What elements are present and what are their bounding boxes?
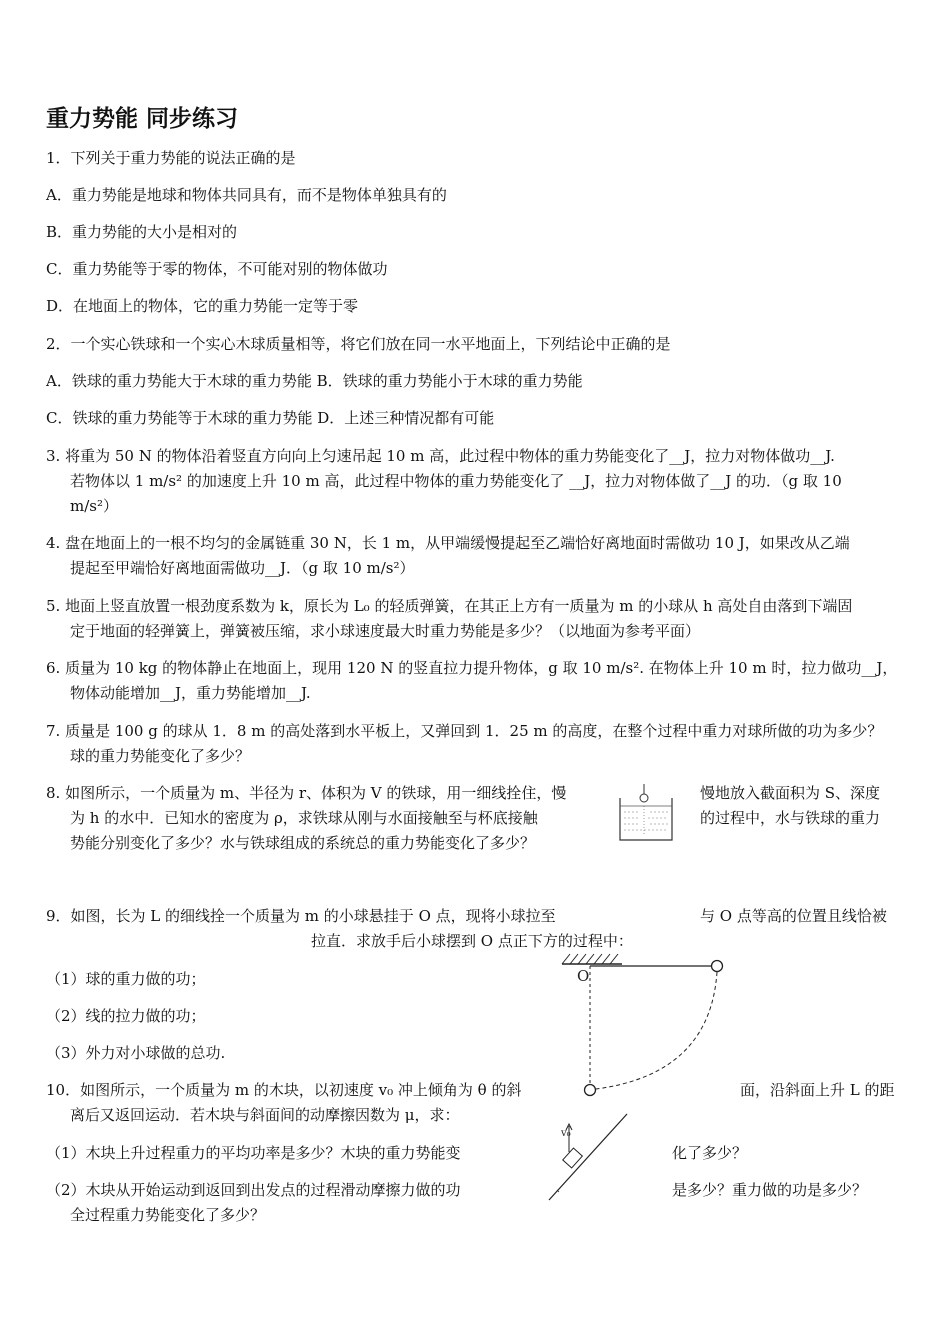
q9-line-1b: 与 O 点等高的位置且线恰被 xyxy=(700,907,887,925)
pendulum-figure xyxy=(560,952,730,1098)
q6-line-2: 物体动能增加__J，重力势能增加__J. xyxy=(70,684,311,702)
q9-line-1a: 9．如图，长为 L 的细线拴一个质量为 m 的小球悬挂于 O 点，现将小球拉至 xyxy=(46,907,556,925)
q8-line-1a: 8. 如图所示，一个质量为 m、半径为 r、体积为 V 的铁球，用一细线拴住，慢 xyxy=(46,784,567,802)
q2-options-ab: A．铁球的重力势能大于木球的重力势能 B．铁球的重力势能小于木球的重力势能 xyxy=(46,372,583,390)
q6-line-1: 6. 质量为 10 kg 的物体静止在地面上，现用 120 N 的竖直拉力提升物体，g 取 10 m/s². 在物体上升 10 m 时，拉力做功__J， xyxy=(46,659,898,677)
q7-line-1: 7. 质量是 100 g 的球从 1．8 m 的高处落到水平板上，又弹回到 1．25 m 的高度，在整个过程中重力对球所做的功为多少？ xyxy=(46,722,883,740)
q10-part-3: 全过程重力势能变化了多少？ xyxy=(70,1206,266,1224)
q10-part-1b: 化了多少？ xyxy=(672,1144,748,1162)
q8-line-3: 势能分别变化了多少？水与铁球组成的系统总的重力势能变化了多少？ xyxy=(70,834,536,852)
q10-line-2: 离后又返回运动．若木块与斜面间的动摩擦因数为 μ，求： xyxy=(70,1106,460,1124)
q4-line-2: 提起至甲端恰好离地面需做功__J．（g 取 10 m/s²） xyxy=(70,559,415,577)
pendulum-pivot-label: O xyxy=(577,967,590,985)
beaker-figure xyxy=(614,784,678,844)
velocity-label: v₀ xyxy=(561,1128,571,1139)
q9-line-2: 拉直．求放手后小球摆到 O 点正下方的过程中： xyxy=(311,932,633,950)
q8-line-2a: 为 h 的水中．已知水的密度为 ρ，求铁球从刚与水面接触至与杯底接触 xyxy=(70,809,538,827)
q3-line-1: 3. 将重为 50 N 的物体沿着竖直方向向上匀速吊起 10 m 高，此过程中物体的重力势能变化了__J，拉力对物体做功__J. xyxy=(46,447,835,465)
q10-line-1a: 10．如图所示，一个质量为 m 的木块，以初速度 v₀ 冲上倾角为 θ 的斜 xyxy=(46,1081,522,1099)
q1-option-b: B．重力势能的大小是相对的 xyxy=(46,223,238,241)
q2-stem: 2．一个实心铁球和一个实心木球质量相等，将它们放在同一水平地面上，下列结论中正确的是 xyxy=(46,335,671,353)
q9-part-2: （2）线的拉力做的功； xyxy=(46,1007,206,1025)
q8-line-1b: 慢地放入截面积为 S、深度 xyxy=(700,784,881,802)
incline-figure xyxy=(545,1112,635,1204)
q9-part-1: （1）球的重力做的功； xyxy=(46,970,206,988)
q10-part-1a: （1）木块上升过程重力的平均功率是多少？木块的重力势能变 xyxy=(46,1144,461,1162)
q1-option-a: A．重力势能是地球和物体共同具有，而不是物体单独具有的 xyxy=(46,186,447,204)
q10-line-1b: 面，沿斜面上升 L 的距 xyxy=(740,1081,895,1099)
q10-part-2b: 是多少？重力做的功是多少？ xyxy=(672,1181,868,1199)
q2-options-cd: C．铁球的重力势能等于木球的重力势能 D．上述三种情况都有可能 xyxy=(46,409,495,427)
q4-line-1: 4. 盘在地面上的一根不均匀的金属链重 30 N，长 1 m，从甲端缓慢提起至乙端恰好离地面时需做功 10 J，如果改从乙端 xyxy=(46,534,850,552)
q7-line-2: 球的重力势能变化了多少？ xyxy=(70,747,251,765)
q3-line-2: 若物体以 1 m/s² 的加速度上升 10 m 高，此过程中物体的重力势能变化了 __J，拉力对物体做了__J 的功．（g 取 10 xyxy=(70,472,842,490)
q5-line-1: 5. 地面上竖直放置一根劲度系数为 k，原长为 L₀ 的轻质弹簧，在其正上方有一质量为 m 的小球从 h 高处自由落到下端固 xyxy=(46,597,853,615)
q1-option-c: C．重力势能等于零的物体，不可能对别的物体做功 xyxy=(46,260,388,278)
q5-line-2: 定于地面的轻弹簧上，弹簧被压缩，求小球速度最大时重力势能是多少？（以地面为参考平面） xyxy=(70,622,701,640)
q9-part-3: （3）外力对小球做的总功. xyxy=(46,1044,226,1062)
q1-option-d: D．在地面上的物体，它的重力势能一定等于零 xyxy=(46,297,359,315)
q1-stem: 1．下列关于重力势能的说法正确的是 xyxy=(46,149,296,167)
q3-line-3: m/s²） xyxy=(70,497,118,515)
page-title: 重力势能 同步练习 xyxy=(46,106,239,132)
q10-part-2a: （2）木块从开始运动到返回到出发点的过程滑动摩擦力做的功 xyxy=(46,1181,461,1199)
q8-line-2b: 的过程中，水与铁球的重力 xyxy=(700,809,881,827)
